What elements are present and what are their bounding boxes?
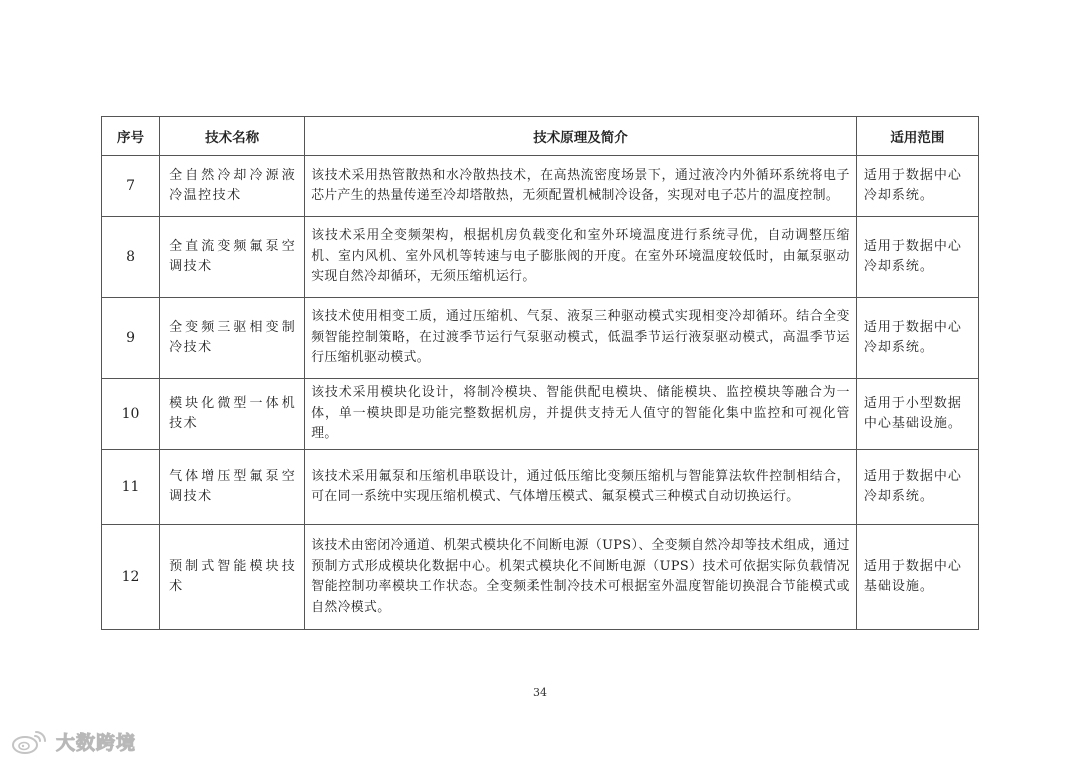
row-name: 全直流变频氟泵空调技术 (160, 217, 305, 298)
table-row (102, 298, 979, 379)
row-scope: 适用于小型数据中心基础设施。 (856, 379, 978, 450)
watermark (10, 728, 136, 755)
row-scope: 适用于数据中心冷却系统。 (856, 217, 978, 298)
header-no: 序号 (102, 117, 160, 156)
row-no: 12 (102, 525, 160, 630)
row-desc: 该技术采用模块化设计，将制冷模块、智能供配电模块、储能模块、监控模块等融合为一体，单一模块即是功能完整数据机房，并提供支持无人值守的智能化集中监控和可视化管理。 (305, 379, 857, 450)
table-row (102, 217, 979, 298)
row-name: 气体增压型氟泵空调技术 (160, 450, 305, 525)
table-row (102, 450, 979, 525)
weibo-logo-icon (10, 729, 50, 755)
header-desc: 技术原理及简介 (305, 117, 857, 156)
row-scope: 适用于数据中心冷却系统。 (856, 450, 978, 525)
watermark-text: 大数跨境 (56, 732, 137, 754)
row-scope: 适用于数据中心基础设施。 (856, 525, 978, 630)
row-desc: 该技术使用相变工质，通过压缩机、气泵、液泵三种驱动模式实现相变冷却循环。结合全变频智能控制策略，在过渡季节运行气泵驱动模式，低温季节运行液泵驱动模式，高温季节运行压缩机驱动模式。 (305, 298, 857, 379)
technology-table (101, 116, 979, 630)
row-desc: 该技术采用氟泵和压缩机串联设计，通过低压缩比变频压缩机与智能算法软件控制相结合，可在同一系统中实现压缩机模式、气体增压模式、氟泵模式三种模式自动切换运行。 (305, 450, 857, 525)
row-desc: 该技术由密闭冷通道、机架式模块化不间断电源（UPS）、全变频自然冷却等技术组成，通过预制方式形成模块化数据中心。机架式模块化不间断电源（UPS）技术可依据实际负载情况智能控制功率模块工作状态。全变频柔性制冷技术可根据室外温度智能切换混合节能模式或自然冷模式。 (305, 525, 857, 630)
table-row (102, 525, 979, 630)
row-scope: 适用于数据中心冷却系统。 (856, 156, 978, 217)
table-row (102, 156, 979, 217)
table-row (102, 379, 979, 450)
header-name: 技术名称 (160, 117, 305, 156)
table-header-row (102, 117, 979, 156)
row-scope: 适用于数据中心冷却系统。 (856, 298, 978, 379)
row-name: 全变频三驱相变制冷技术 (160, 298, 305, 379)
row-no: 10 (102, 379, 160, 450)
page-number: 34 (533, 686, 547, 699)
row-desc: 该技术采用全变频架构，根据机房负载变化和室外环境温度进行系统寻优，自动调整压缩机、室内风机、室外风机等转速与电子膨胀阀的开度。在室外环境温度较低时，由氟泵驱动实现自然冷却循环，无须压缩机运行。 (305, 217, 857, 298)
row-desc: 该技术采用热管散热和水冷散热技术，在高热流密度场景下，通过液冷内外循环系统将电子芯片产生的热量传递至冷却塔散热，无须配置机械制冷设备，实现对电子芯片的温度控制。 (305, 156, 857, 217)
row-name: 模块化微型一体机技术 (160, 379, 305, 450)
header-scope: 适用范围 (856, 117, 978, 156)
row-no: 9 (102, 298, 160, 379)
row-no: 8 (102, 217, 160, 298)
row-no: 11 (102, 450, 160, 525)
row-name: 预制式智能模块技术 (160, 525, 305, 630)
row-name: 全自然冷却冷源液冷温控技术 (160, 156, 305, 217)
row-no: 7 (102, 156, 160, 217)
